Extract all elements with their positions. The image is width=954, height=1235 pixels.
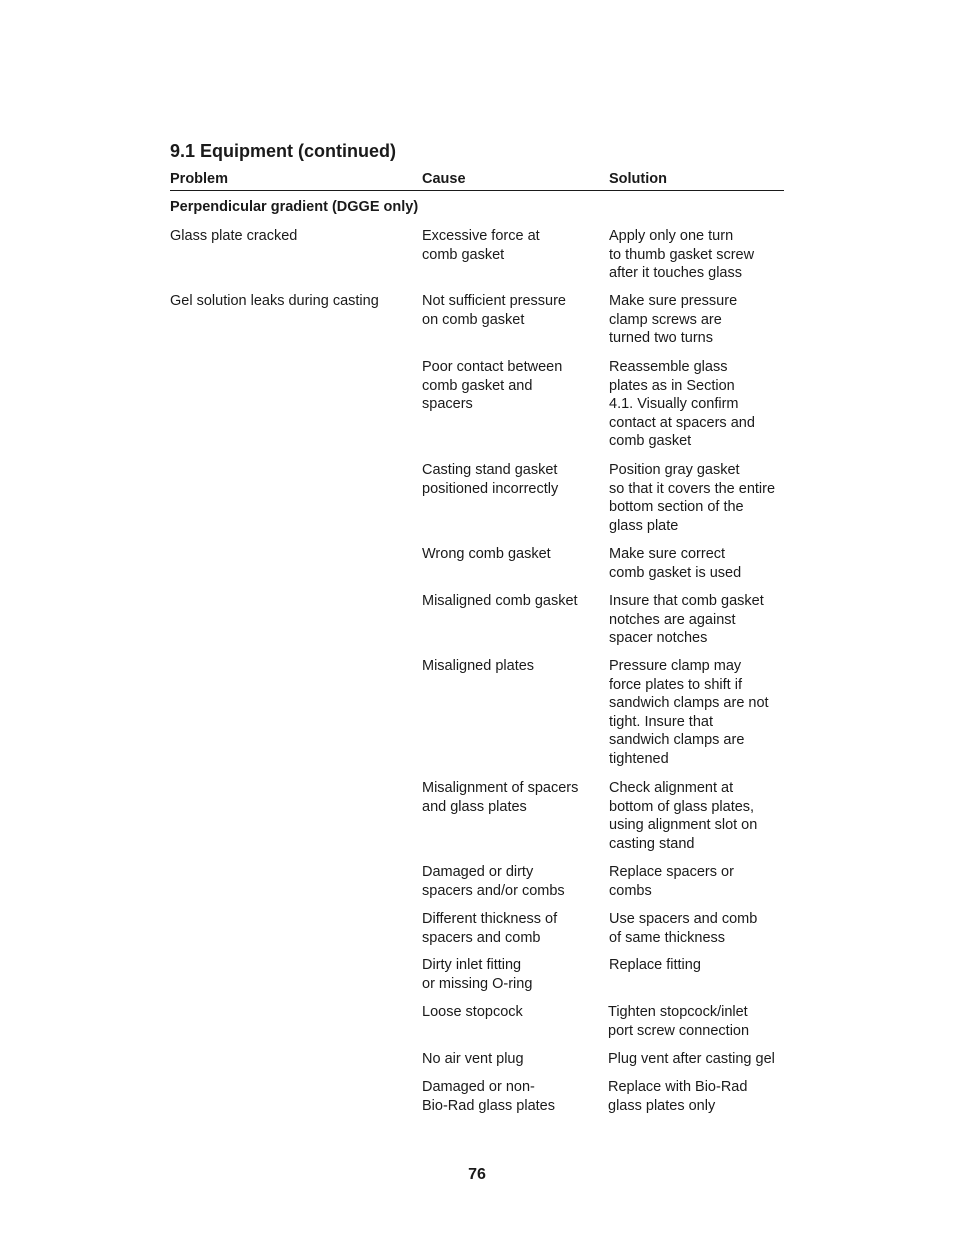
solution-cell: Replace fitting bbox=[609, 957, 701, 973]
cause-cell: Not sufficient pressure on comb gasket bbox=[422, 293, 566, 328]
solution-cell: Make sure correct comb gasket is used bbox=[609, 546, 742, 581]
section-title: Perpendicular gradient (DGGE only) bbox=[170, 199, 419, 215]
page-title: 9.1 Equipment (continued) bbox=[170, 141, 397, 161]
solution-cell: Plug vent after casting gel bbox=[608, 1051, 775, 1067]
cause-cell: Poor contact between comb gasket and spacers bbox=[422, 359, 563, 413]
cause-cell: Casting stand gasket positioned incorrectly bbox=[422, 462, 559, 497]
solution-cell: Replace with Bio-Rad glass plates only bbox=[608, 1079, 748, 1114]
cause-cell: Different thickness of spacers and comb bbox=[422, 911, 558, 946]
page-number: 76 bbox=[468, 1166, 486, 1183]
solution-cell: Check alignment at bottom of glass plates, using alignment slot on casting stand bbox=[609, 780, 758, 852]
cause-cell: Wrong comb gasket bbox=[422, 546, 551, 562]
cause-cell: No air vent plug bbox=[422, 1051, 524, 1067]
solution-cell: Use spacers and comb of same thickness bbox=[609, 911, 758, 946]
cause-cell: Loose stopcock bbox=[422, 1004, 523, 1020]
table-header bbox=[170, 171, 784, 191]
solution-cell: Make sure pressure clamp screws are turned two turns bbox=[609, 293, 738, 347]
problem-cell: Glass plate cracked bbox=[170, 228, 298, 244]
cause-cell: Damaged or dirty spacers and/or combs bbox=[422, 864, 565, 899]
solution-cell: Reassemble glass plates as in Section 4.1. Visually confirm contact at spacers and comb gasket bbox=[609, 359, 755, 450]
solution-cell: Pressure clamp may force plates to shift if sandwich clamps are not tight. Insure that sandwich clamps are tightened bbox=[609, 658, 769, 767]
column-header-solution: Solution bbox=[609, 171, 667, 187]
cause-cell: Excessive force at comb gasket bbox=[422, 228, 540, 263]
solution-cell: Replace spacers or combs bbox=[609, 864, 734, 899]
cause-cell: Misalignment of spacers and glass plates bbox=[422, 780, 579, 815]
solution-cell: Position gray gasket so that it covers the entire bottom section of the glass plate bbox=[609, 462, 776, 534]
column-header-problem: Problem bbox=[170, 171, 229, 187]
solution-cell: Tighten stopcock/inlet port screw connection bbox=[608, 1004, 750, 1039]
solution-cell: Apply only one turn to thumb gasket screw after it touches glass bbox=[609, 228, 755, 282]
cause-cell: Misaligned comb gasket bbox=[422, 593, 578, 609]
column-header-cause: Cause bbox=[422, 171, 466, 187]
cause-cell: Dirty inlet fitting or missing O-ring bbox=[422, 957, 533, 992]
cause-cell: Misaligned plates bbox=[422, 658, 535, 674]
cause-cell: Damaged or non- Bio-Rad glass plates bbox=[422, 1079, 555, 1114]
solution-cell: Insure that comb gasket notches are against spacer notches bbox=[609, 593, 764, 647]
problem-cell: Gel solution leaks during casting bbox=[170, 293, 379, 309]
